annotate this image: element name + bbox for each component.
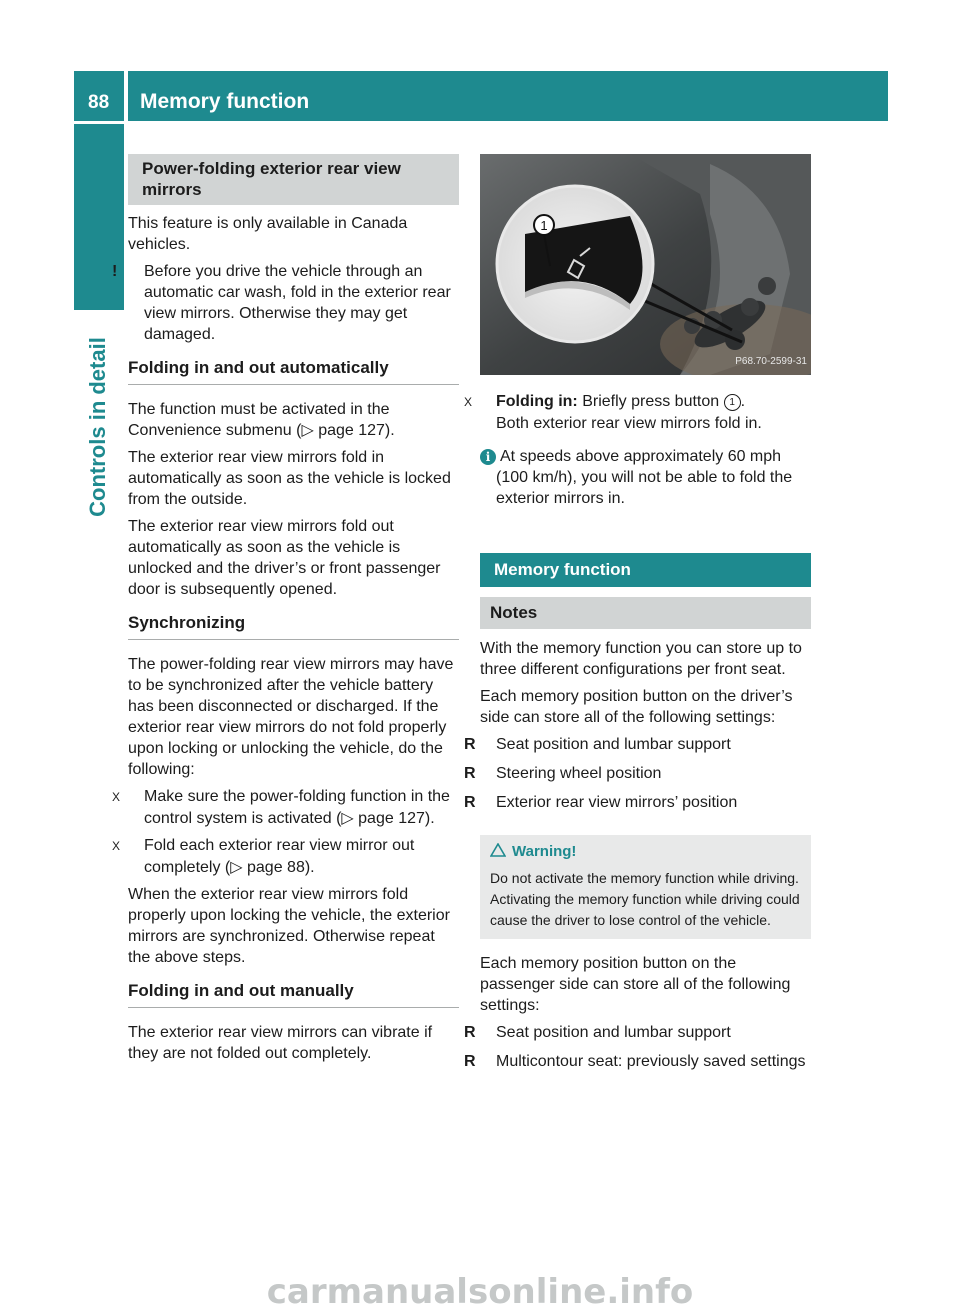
right-column	[464, 154, 811, 1080]
heading-synchronizing: Synchronizing	[128, 612, 459, 640]
step-after-text: Both exterior rear view mirrors fold in.	[496, 415, 762, 432]
action-arrow-icon: X	[112, 790, 121, 804]
heading-manual-folding: Folding in and out manually	[128, 980, 459, 1008]
intro-paragraph: This feature is only available in Canada vehicles.	[128, 215, 408, 253]
caution-icon: !	[112, 263, 118, 280]
driver-setting-text: Exterior rear view mirrors’ position	[496, 794, 738, 811]
notes-paragraph-3: Each memory position button on the passenger side can store all of the following settings:	[480, 955, 791, 1014]
driver-setting-text: Seat position and lumbar support	[496, 736, 731, 753]
step-label: Folding in:	[496, 393, 578, 410]
bullet-icon: R	[464, 794, 476, 811]
bullet-icon: R	[464, 1053, 476, 1070]
passenger-setting-item	[464, 1051, 811, 1072]
step-text: Briefly press button	[582, 393, 720, 410]
passenger-setting-text: Seat position and lumbar support	[496, 1024, 731, 1041]
side-label: Controls in detail	[85, 337, 110, 517]
driver-setting-item	[464, 763, 811, 784]
warning-title: Warning!	[512, 843, 577, 860]
driver-setting-item	[464, 734, 811, 755]
chapter-header	[128, 71, 888, 121]
notes-heading: Notes	[480, 597, 811, 629]
action-arrow-icon: X	[464, 395, 473, 409]
warning-text: Do not activate the memory function while driving. Activating the memory function while driving could cause the driver to lose control of the vehicle.	[490, 870, 800, 928]
auto-paragraph-1: The function must be activated in the Convenience submenu (▷ page 127).	[128, 401, 395, 439]
passenger-setting-item	[464, 1022, 811, 1043]
memory-function-heading: Memory function	[480, 553, 811, 587]
mirror-button-photo	[480, 154, 811, 375]
bullet-icon: R	[464, 765, 476, 782]
sync-step-1	[112, 786, 459, 829]
chapter-title: Memory function	[140, 90, 310, 113]
watermark-text: carmanualsonline.info	[266, 1272, 694, 1312]
watermark	[0, 1272, 960, 1312]
action-arrow-icon: X	[112, 839, 121, 853]
section-title-power-folding: Power-folding exterior rear view mirrors	[128, 154, 459, 205]
sync-step-2	[112, 835, 459, 878]
warning-title-row	[490, 841, 803, 862]
photo-code: P68.70-2599-31	[735, 356, 807, 367]
left-column	[112, 154, 459, 1070]
manual-paragraph: The exterior rear view mirrors can vibrate if they are not folded out completely.	[128, 1024, 433, 1062]
info-text: At speeds above approximately 60 mph (100 km/h), you will not be able to fold the exterior mirrors in.	[496, 448, 793, 507]
sync-step-2-text: Fold each exterior rear view mirror out completely (▷ page 88).	[144, 837, 415, 876]
photo-callout-label: 1	[540, 218, 548, 233]
page-number-box	[74, 71, 124, 121]
driver-setting-text: Steering wheel position	[496, 765, 662, 782]
page-number: 88	[88, 92, 110, 113]
auto-paragraph-3: The exterior rear view mirrors fold out automatically as soon as the vehicle is unlocked and the driver’s or front passenger door is subsequently opened.	[128, 518, 441, 598]
heading-auto-folding: Folding in and out automatically	[128, 357, 459, 385]
bullet-icon: R	[464, 736, 476, 753]
sync-paragraph-1: The power-folding rear view mirrors may have to be synchronized after the vehicle battery has been disconnected or discharged. If the exterior rear view mirrors do not fold properly upon locking or unlocking the vehicle, do the following:	[128, 656, 454, 778]
caution-text: Before you drive the vehicle through an automatic car wash, fold in the exterior rear view mirrors. Otherwise they may get damaged.	[144, 263, 451, 343]
warning-box	[480, 835, 811, 939]
folding-in-step: X Folding in: Briefly press button 1 . Both exterior rear view mirrors fold in.	[464, 393, 762, 432]
info-icon: i	[480, 449, 496, 465]
caution-note	[112, 261, 459, 345]
bullet-icon: R	[464, 1024, 476, 1041]
notes-paragraph-2: Each memory position button on the driver’s side can store all of the following settings:	[480, 688, 793, 726]
photo-illustration	[480, 154, 811, 375]
sync-step-1-text: Make sure the power-folding function in the control system is activated (▷ page 127).	[144, 788, 450, 827]
side-label-box	[81, 311, 115, 551]
button-callout-icon: 1	[724, 394, 741, 411]
passenger-setting-text: Multicontour seat: previously saved settings	[496, 1053, 806, 1070]
driver-setting-item	[464, 792, 811, 813]
side-tab	[74, 124, 124, 310]
warning-triangle-icon	[490, 843, 506, 857]
notes-paragraph-1: With the memory function you can store up to three different configurations per front seat.	[480, 640, 802, 678]
auto-paragraph-2: The exterior rear view mirrors fold in automatically as soon as the vehicle is locked from the outside.	[128, 449, 451, 508]
sync-paragraph-2: When the exterior rear view mirrors fold properly upon locking the vehicle, the exterior mirrors are synchronized. Otherwise repeat the above steps.	[128, 886, 450, 966]
info-note	[480, 446, 811, 509]
